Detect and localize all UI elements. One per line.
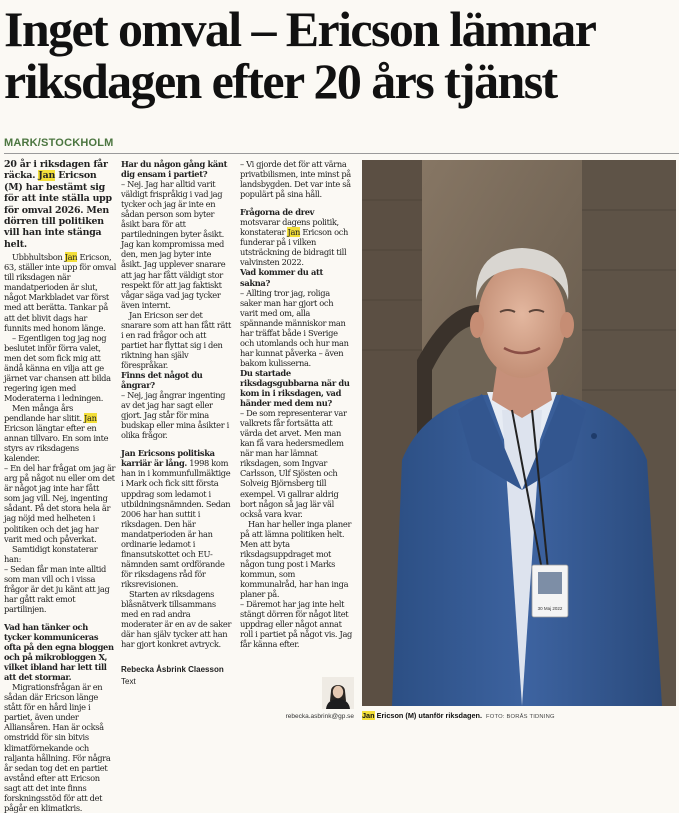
- headline: Inget omval – Ericson lämnar riksdagen efter 20 års tjänst: [4, 1, 595, 109]
- body-paragraph: Han har heller inga planer på att lämna politiken helt. Men att byta riksdagsuppdraget mot någon tung post i Marks kommun, som kommunalråd, har han inga planer på.: [240, 518, 352, 599]
- subheading: Frågorna de drev: [240, 207, 315, 218]
- author-role: Text: [121, 677, 136, 686]
- body-paragraph: – Däremot har jag inte helt stängt dörren för något litet uppdrag eller något annat roll i partiet på något vis. Jag får känna efter.: [240, 599, 353, 650]
- photo-credit: FOTO: BORÅS TIDNING: [486, 714, 555, 720]
- body-paragraph: – Vi gjorde det för att värna privatbilismen, inte minst på landsbygden. Det var inte så populärt på sina håll.: [240, 159, 351, 200]
- article-photo: [362, 160, 676, 706]
- lead-paragraph: 20 år i riksdagen får räcka. Jan Ericson (M) har bestämt sig för att inte ställa upp för omval 2026. Men dörren till politiken vill han inte stänga helt.: [4, 159, 112, 250]
- question: Har du någon gång känt dig ensam i partiet?: [121, 159, 228, 180]
- author-photo: [322, 677, 354, 709]
- article-column-3: [240, 159, 352, 659]
- name-highlight: Jan: [84, 413, 97, 423]
- body-paragraph: Frågorna de drev motsvarar dagens politik, konstaterar Jan Ericson och funderar på i vilken utsträckning de bidragit till valvinsten 2022.: [240, 207, 349, 268]
- name-highlight: Jan: [64, 252, 78, 263]
- question: Finns det något du ångrar?: [121, 369, 203, 391]
- author-email[interactable]: rebecka.asbrink@gp.se: [285, 713, 354, 720]
- name-highlight: Jan: [362, 711, 375, 720]
- subheading: Vad han tänker och tycker kommuniceras ofta på den egna bloggen och på mikrobloggen X, vilket ibland har lett till att det stormar.: [4, 621, 114, 683]
- article-column-1: [4, 159, 116, 813]
- badge-date: 30 Maj 2022: [537, 606, 563, 611]
- body-paragraph: Jan Ericson ser det snarare som att han fått rätt i en rad frågor och att partiet har flyttat sig i den riktning han själv förespråkar.: [121, 309, 232, 370]
- name-highlight: Jan: [287, 227, 301, 238]
- body-paragraph: Ubbhultsbon Jan Ericson, 63, ställer inte upp för omval till riksdagen när mandatperioden är slut, något Markbladet var först med att berätta. Tankar på att det blivit dags har funnits med honom länge.: [4, 252, 116, 333]
- name-highlight: Jan: [38, 170, 56, 182]
- body-paragraph: Men många års pendlande har slitit. Jan Ericson längtar efter en annan tillvaro. En som inte styrs av riksdagens kalender.: [4, 402, 109, 464]
- article-column-2: [121, 159, 233, 712]
- body-paragraph: Samtidigt konstaterar han:: [4, 543, 98, 564]
- body-paragraph: – Egentligen tog jag nog beslutet inför förra valet, men det som fick mig att ändå känna en vilja att ge järnet var chansen att bilda regering igen med Moderaterna i ledningen.: [4, 332, 111, 403]
- body-paragraph: – Nej, jag ångrar ingenting av det jag har sagt eller gjort. Jag står för mina budskap eller mina åsikter i olika frågor.: [121, 390, 229, 441]
- kicker: MARK/STOCKHOLM: [4, 137, 114, 149]
- body-paragraph: Jan Ericsons politiska karriär är lång. 1998 kom han in i kommunfullmäktige i Mark och fick sitt första uppdrag som ledamot i utbildningsnämnden. Sedan 2006 har han suttit i riksdagen. Den här mandatperioden är han ordinarie ledamot i finansutskottet och EU-nämnden samt ordförande för riksdagens råd för riksrevisionen.: [121, 448, 231, 589]
- body-paragraph: Starten av riksdagens blåsnätverk tillsammans med en rad andra moderater är en av de saker där han själv tycker att han har gjort konkret avtryck.: [121, 588, 232, 650]
- body-paragraph: – Sedan får man inte alltid som man vill och i vissa frågor är det ju känt att jag har gått rakt emot partilinjen.: [4, 563, 110, 614]
- question: Du startade riksdagsgubbarna när du kom in i riksdagen, vad händer med dem nu?: [240, 367, 350, 409]
- body-paragraph: – Nej. Jag har alltid varit väldigt frispråkig i vad jag tycker och jag är inte en sådan person som byter åsikt bara för att partiledningen byter åsikt. Jag kan kompromissa med den, men jag byter inte åsikt. Jag upplever snarare att jag har fått väldigt stor respekt för att jag faktiskt vågar säga vad jag tycker även internt.: [121, 179, 226, 310]
- body-paragraph: Migrationsfrågan är en sådan där Ericson länge stått för en hård linje i partiet, även under Alliansåren. Han är också omstridd för sin bitvis klimatförnekande och raljanta hållning. För några år sedan tog det en partiet avstånd efter att Ericson sagt att det inte finns forskningsstöd för att det pågår en klimatkris.: [4, 682, 111, 813]
- body-paragraph: – En del har frågat om jag är arg på något nu eller om det är något jag inte har fått som jag vill. Nej, ingenting sådant. På det stora hela är jag nöjd med helheten i politiken och det jag har varit med och påverkat.: [4, 463, 116, 544]
- subheading: Jan Ericsons politiska karriär är lång.: [121, 448, 215, 469]
- body-paragraph: – De som representerar var valkrets får fortsätta att värda det arvet. Men man kan få vara hedersmedlem när man har lämnat riksdagen, som Ingvar Carlsson, Ulf Sjösten och Solveig Björnsberg till exempel. Vi gallrar aldrig bort någon så jag lär väl också vara kvar.: [240, 408, 347, 519]
- body-paragraph: – Allting tror jag, roliga saker man har gjort och varit med om, alla spännande människor man har träffat både i Sverige och utomlands och hur man har kunnat påverka – även bakom kulisserna.: [240, 287, 349, 368]
- photo-caption: Jan Ericson (M) utanför riksdagen. FOTO: BORÅS TIDNING: [362, 711, 555, 720]
- divider: [4, 153, 679, 154]
- question: Vad kommer du att sakna?: [240, 267, 323, 288]
- byline: [121, 665, 224, 687]
- author-name: Rebecka Åsbrink Claesson: [121, 665, 224, 674]
